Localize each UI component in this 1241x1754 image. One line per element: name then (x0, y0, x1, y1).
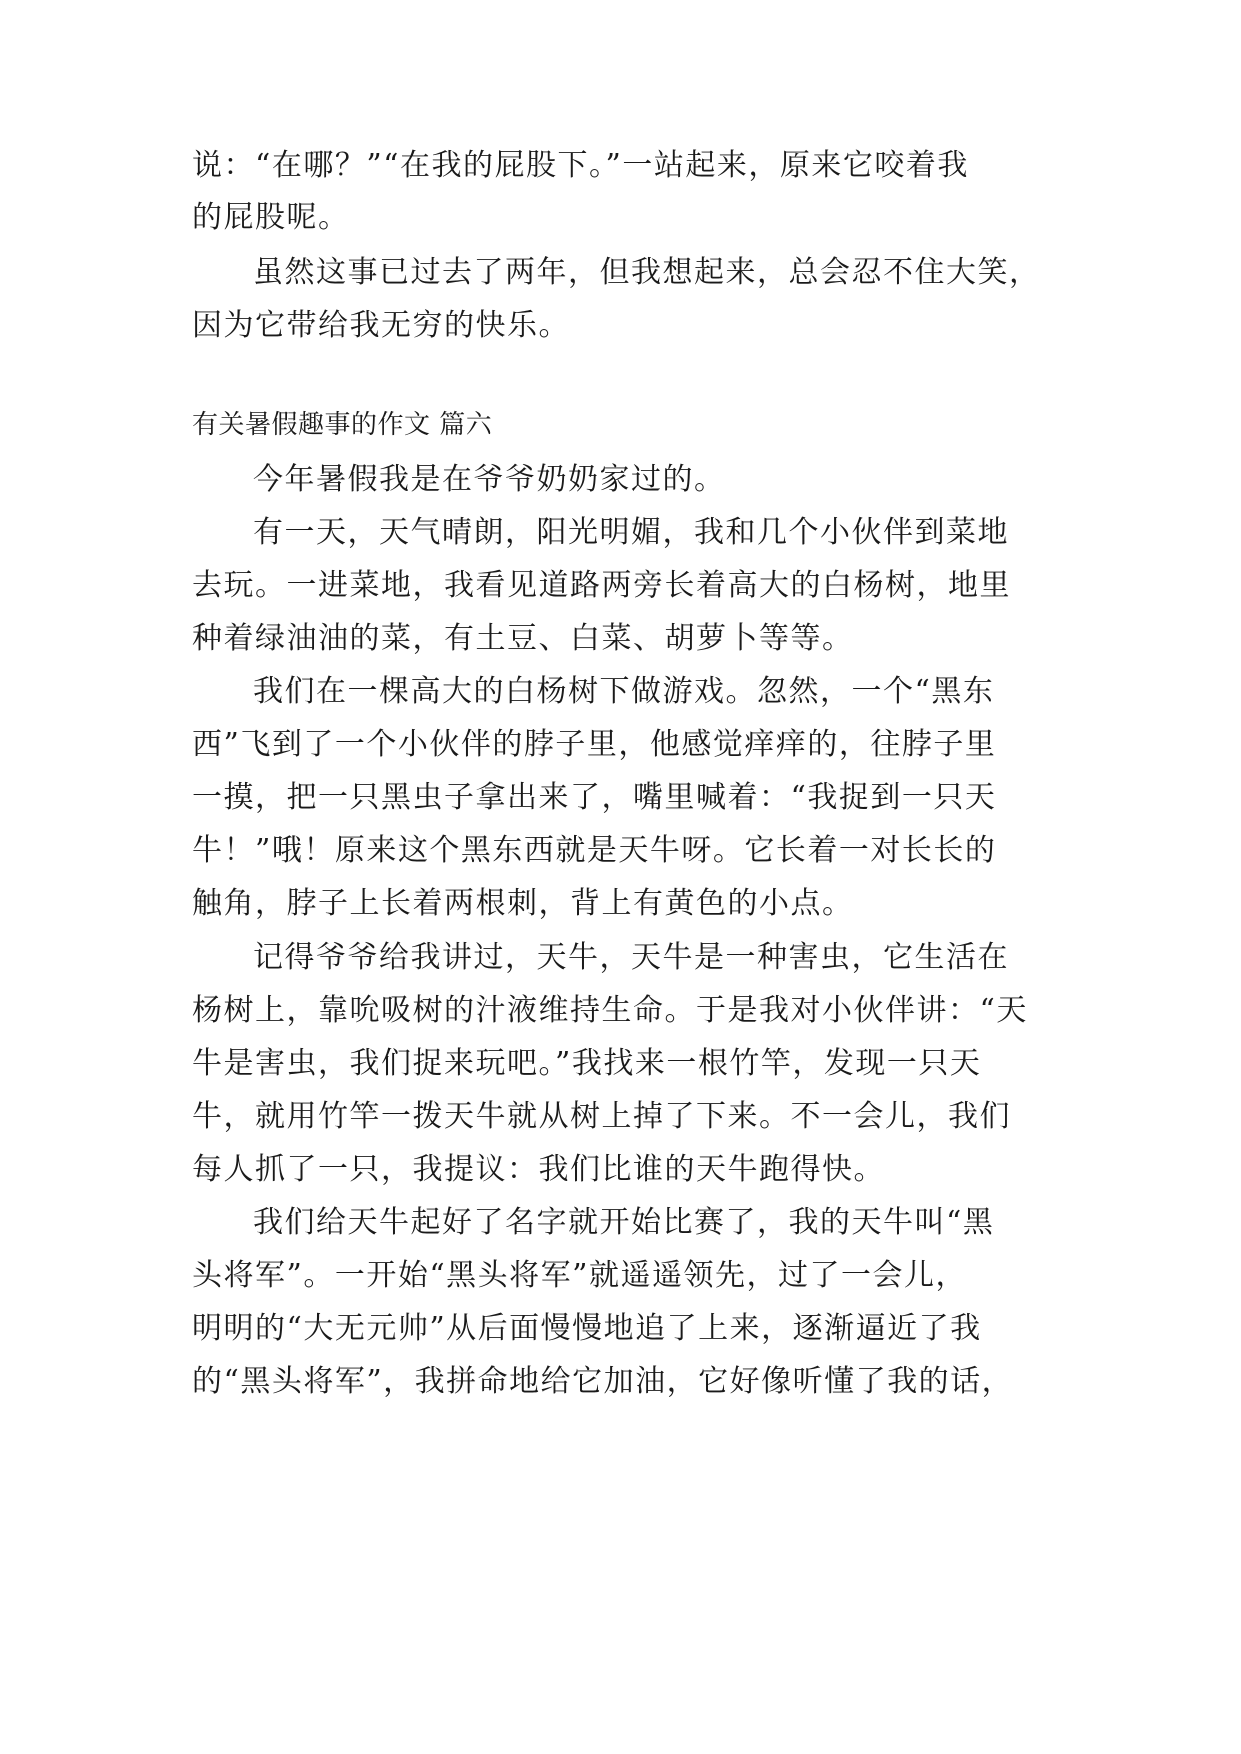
text-line: 触角，脖子上长着两根刺，背上有黄色的小点。 (192, 886, 854, 921)
text-line: 虽然这事已过去了两年，但我想起来，总会忍不住大笑， (253, 255, 1041, 290)
text-line: 我们在一棵高大的白杨树下做游戏。忽然，一个“黑东 (253, 674, 995, 709)
text-line: 我们给天牛起好了名字就开始比赛了，我的天牛叫“黑 (253, 1205, 995, 1240)
text-line: 因为它带给我无穷的快乐。 (192, 308, 570, 343)
text-line: 的屁股呢。 (192, 200, 350, 235)
text-line: 的“黑头将军”，我拼命地给它加油，它好像听懂了我的话， (192, 1364, 1014, 1399)
text-line: 有一天，天气晴朗，阳光明媚，我和几个小伙伴到菜地 (253, 515, 1009, 550)
text-line: 明明的“大无元帅”从后面慢慢地追了上来，逐渐逼近了我 (192, 1311, 982, 1346)
text-line: 牛，就用竹竿一拨天牛就从树上掉了下来。不一会儿，我们 (192, 1099, 1011, 1134)
text-line: 头将军”。一开始“黑头将军”就遥遥领先，过了一会儿， (192, 1258, 968, 1293)
text-line: 每人抓了一只，我提议：我们比谁的天牛跑得快。 (192, 1152, 885, 1187)
text-line: 说：“在哪？”“在我的屁股下。”一站起来，原来它咬着我 (192, 148, 969, 183)
text-line: 记得爷爷给我讲过，天牛，天牛是一种害虫，它生活在 (253, 940, 1009, 975)
text-line: 牛！”哦！原来这个黑东西就是天牛呀。它长着一对长长的 (192, 833, 997, 868)
text-line: 西”飞到了一个小伙伴的脖子里，他感觉痒痒的，往脖子里 (192, 727, 997, 762)
text-line: 去玩。一进菜地，我看见道路两旁长着高大的白杨树，地里 (192, 568, 1011, 603)
text-line: 今年暑假我是在爷爷奶奶家过的。 (253, 462, 726, 497)
text-line: 牛是害虫，我们捉来玩吧。”我找来一根竹竿，发现一只天 (192, 1046, 982, 1081)
text-line: 杨树上，靠吮吸树的汁液维持生命。于是我对小伙伴讲：“天 (192, 993, 1028, 1028)
section-heading: 有关暑假趣事的作文 篇六 (192, 410, 493, 440)
text-line: 一摸，把一只黑虫子拿出来了，嘴里喊着：“我捉到一只天 (192, 780, 997, 815)
text-line: 种着绿油油的菜，有土豆、白菜、胡萝卜等等。 (192, 621, 854, 656)
